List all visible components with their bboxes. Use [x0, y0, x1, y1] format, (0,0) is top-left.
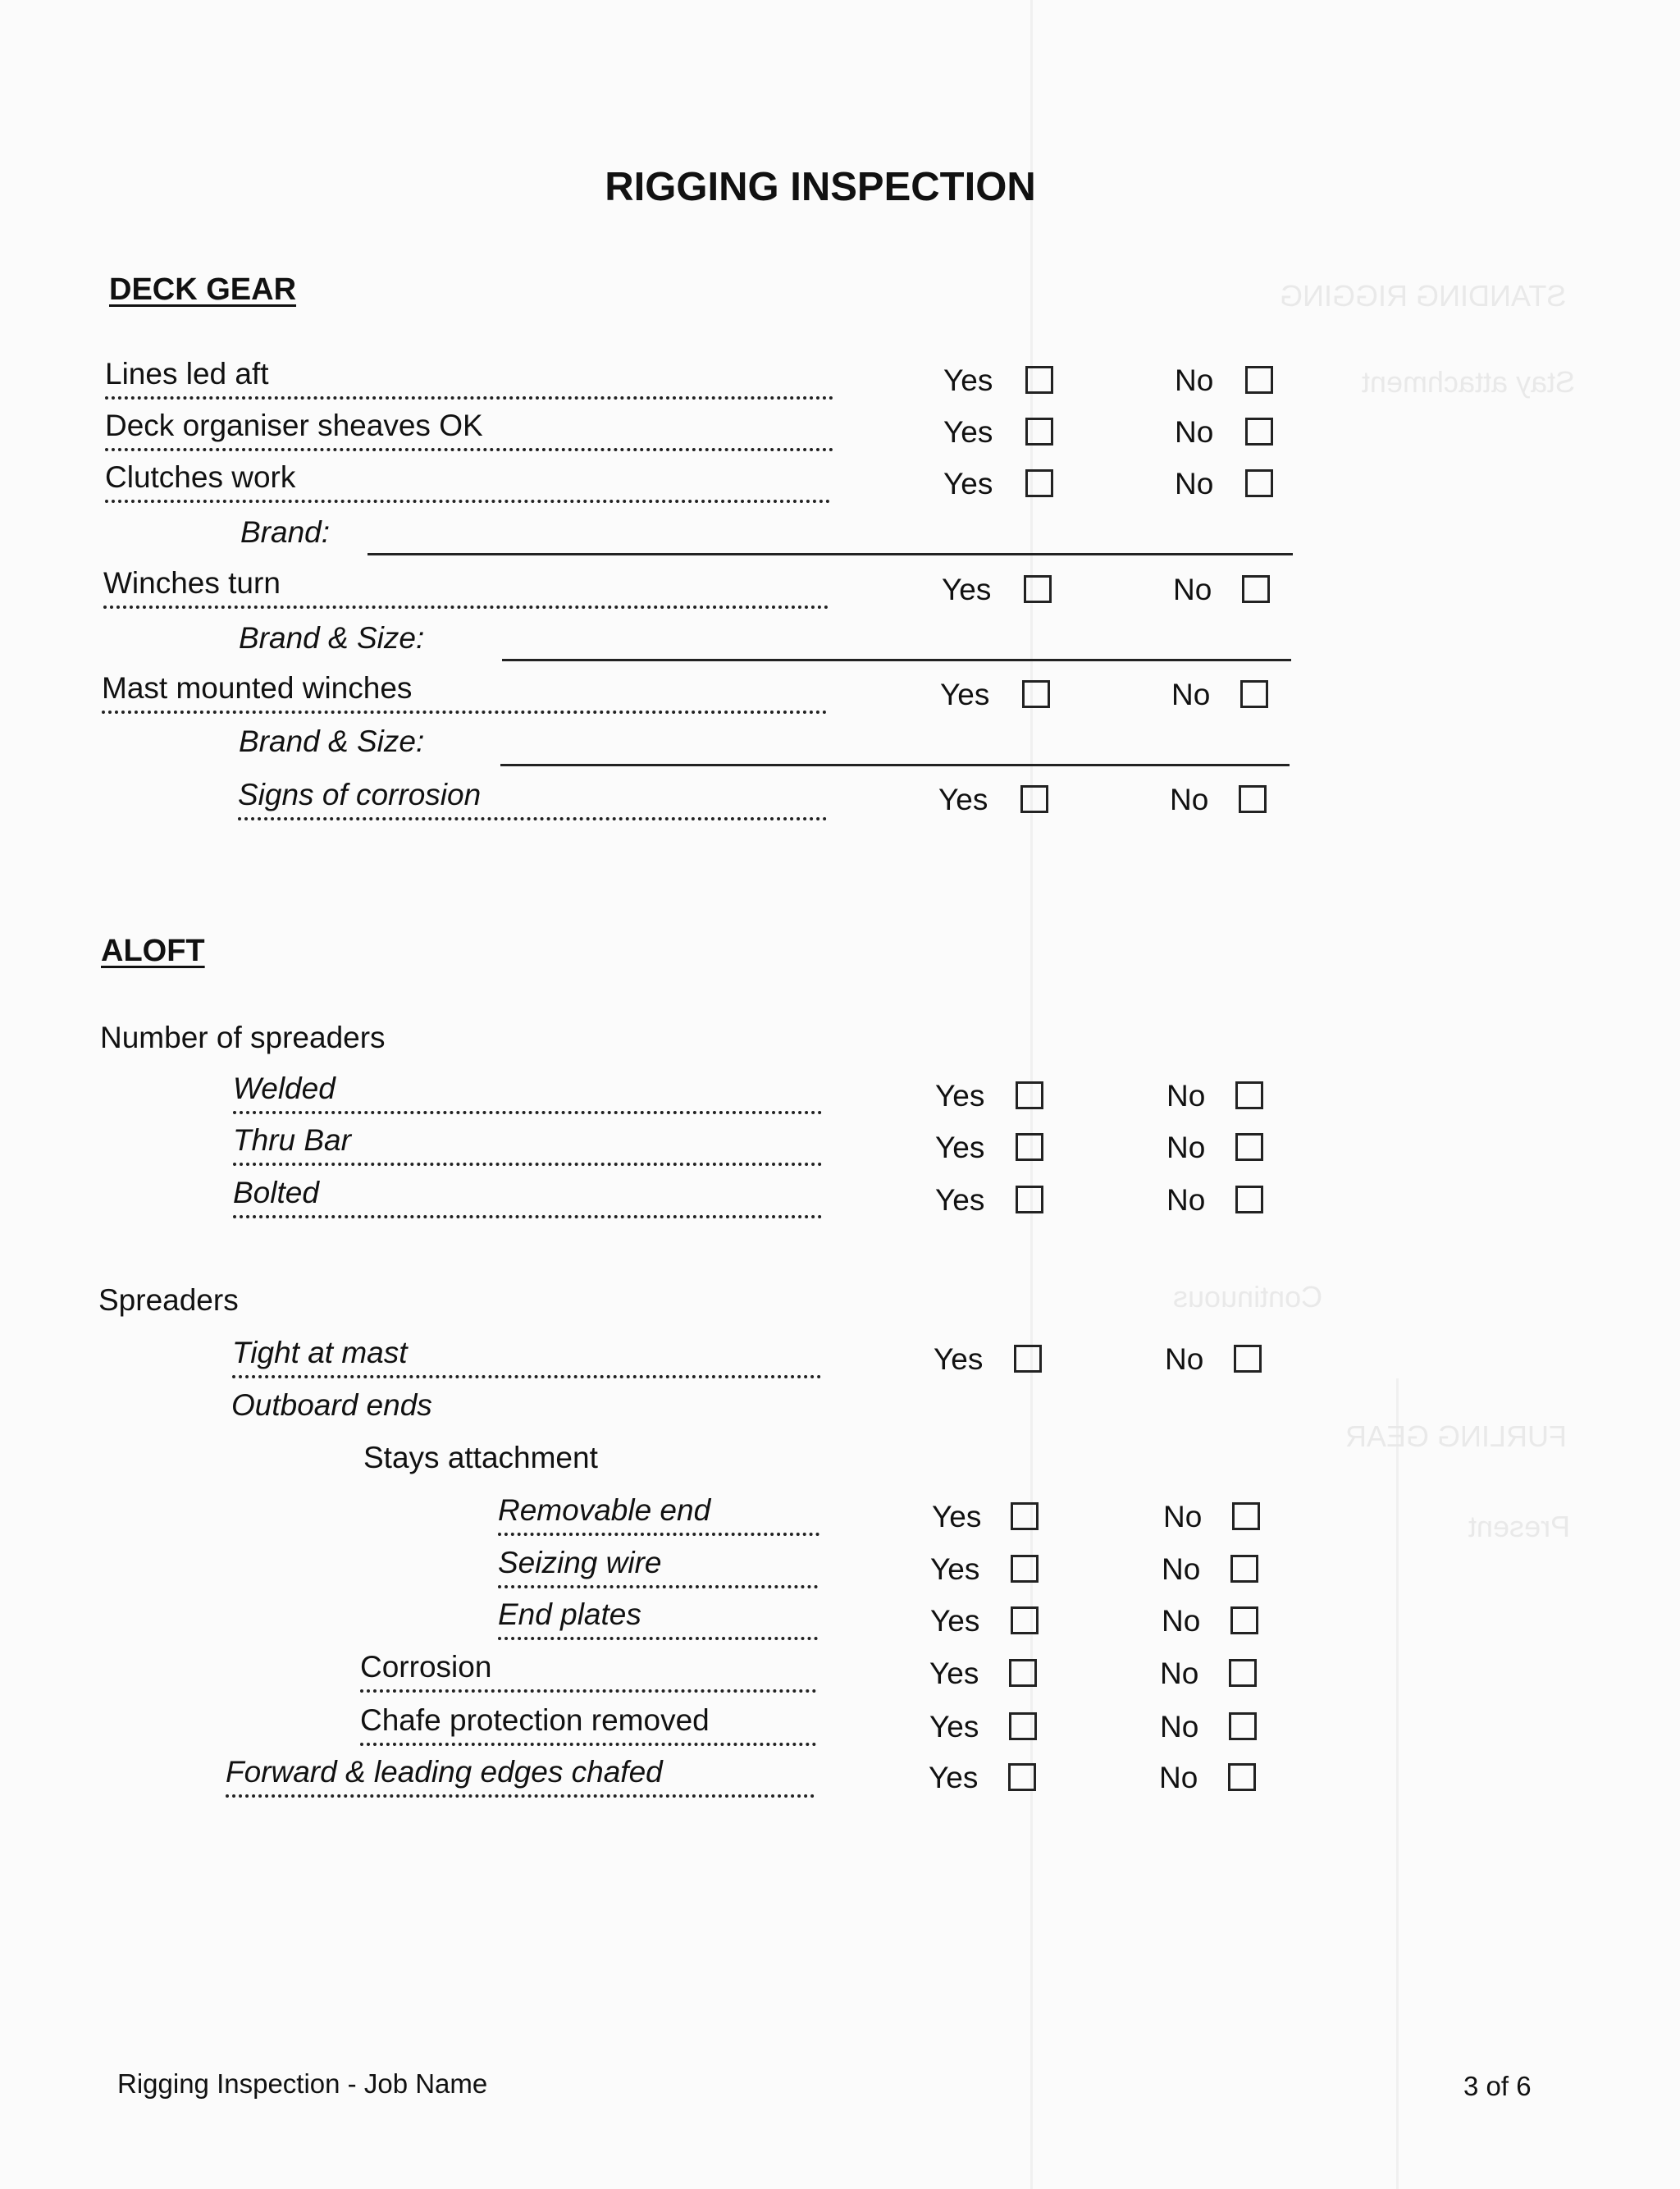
yes-checkbox[interactable]	[1020, 785, 1048, 813]
no-checkbox[interactable]	[1229, 1712, 1257, 1740]
yes-label: Yes	[943, 363, 993, 397]
no-checkbox[interactable]	[1235, 1133, 1263, 1161]
yes-checkbox[interactable]	[1016, 1186, 1043, 1213]
no-label: No	[1171, 678, 1211, 711]
no-label: No	[1166, 1183, 1206, 1217]
yes-label: Yes	[940, 678, 990, 711]
section-aloft: ALOFT	[101, 934, 205, 968]
item-welded: Welded	[233, 1072, 822, 1114]
page-title: RIGGING INSPECTION	[605, 165, 1036, 209]
yes-checkbox[interactable]	[1016, 1081, 1043, 1109]
yes-label: Yes	[930, 1552, 980, 1586]
brand-size-label: Brand & Size:	[239, 621, 425, 655]
no-checkbox[interactable]	[1229, 1659, 1257, 1687]
item-thru-bar: Thru Bar	[233, 1123, 822, 1166]
no-label: No	[1160, 1657, 1199, 1690]
spreaders-label: Spreaders	[98, 1283, 239, 1317]
no-label: No	[1166, 1079, 1206, 1113]
yes-checkbox[interactable]	[1022, 680, 1050, 708]
no-checkbox[interactable]	[1230, 1555, 1258, 1583]
yes-label: Yes	[935, 1079, 985, 1113]
no-checkbox[interactable]	[1230, 1606, 1258, 1634]
section-deck-gear: DECK GEAR	[109, 272, 297, 307]
bleed-through-text: Continuous	[1173, 1280, 1323, 1314]
yes-checkbox[interactable]	[1016, 1133, 1043, 1161]
item-deck-organiser: Deck organiser sheaves OK	[105, 409, 833, 451]
no-label: No	[1162, 1604, 1201, 1638]
outboard-ends-label: Outboard ends	[231, 1388, 432, 1422]
yes-label: Yes	[935, 1131, 985, 1164]
no-label: No	[1170, 783, 1209, 816]
yes-checkbox[interactable]	[1014, 1345, 1042, 1373]
yes-label: Yes	[929, 1761, 979, 1794]
bleed-through-text: Present	[1468, 1510, 1571, 1543]
no-checkbox[interactable]	[1242, 575, 1270, 603]
no-checkbox[interactable]	[1245, 469, 1273, 497]
brand-field[interactable]	[368, 553, 1293, 555]
yes-checkbox[interactable]	[1011, 1606, 1039, 1634]
item-removable-end: Removable end	[498, 1493, 819, 1536]
yes-checkbox[interactable]	[1008, 1763, 1036, 1791]
yes-checkbox[interactable]	[1009, 1712, 1037, 1740]
item-forward-leading-edges: Forward & leading edges chafed	[226, 1755, 815, 1798]
no-label: No	[1175, 415, 1214, 449]
no-label: No	[1175, 363, 1214, 397]
bleed-through-text: Stay attachment	[1362, 365, 1576, 399]
item-tight-at-mast: Tight at mast	[232, 1336, 821, 1378]
number-of-spreaders-label: Number of spreaders	[100, 1021, 386, 1054]
no-label: No	[1175, 467, 1214, 500]
item-clutches-work: Clutches work	[105, 460, 830, 503]
no-checkbox[interactable]	[1234, 1345, 1262, 1373]
item-corrosion: Corrosion	[360, 1650, 816, 1693]
brand-label: Brand:	[240, 515, 331, 549]
item-end-plates: End plates	[498, 1597, 818, 1640]
no-checkbox[interactable]	[1235, 1186, 1263, 1213]
no-checkbox[interactable]	[1239, 785, 1267, 813]
brand-size-field[interactable]	[500, 764, 1290, 766]
item-bolted: Bolted	[233, 1176, 822, 1218]
yes-checkbox[interactable]	[1025, 366, 1053, 394]
footer-job-name: Rigging Inspection - Job Name	[117, 2068, 488, 2099]
no-checkbox[interactable]	[1228, 1763, 1256, 1791]
no-label: No	[1165, 1342, 1204, 1376]
no-label: No	[1160, 1710, 1199, 1743]
brand-size-label: Brand & Size:	[239, 724, 425, 758]
no-checkbox[interactable]	[1245, 418, 1273, 446]
yes-label: Yes	[943, 415, 993, 449]
yes-label: Yes	[942, 573, 992, 606]
bleed-through-text: FURLING GEAR	[1345, 1419, 1568, 1453]
page-fold-line	[1396, 1378, 1399, 2189]
item-chafe-protection: Chafe protection removed	[360, 1703, 816, 1746]
yes-label: Yes	[934, 1342, 984, 1376]
item-winches-turn: Winches turn	[103, 566, 829, 609]
yes-label: Yes	[930, 1604, 980, 1638]
item-seizing-wire: Seizing wire	[498, 1546, 818, 1588]
yes-checkbox[interactable]	[1025, 469, 1053, 497]
yes-checkbox[interactable]	[1011, 1502, 1039, 1530]
item-lines-led-aft: Lines led aft	[105, 357, 833, 400]
no-checkbox[interactable]	[1232, 1502, 1260, 1530]
yes-label: Yes	[932, 1500, 982, 1533]
yes-label: Yes	[929, 1657, 979, 1690]
no-label: No	[1162, 1552, 1201, 1586]
no-label: No	[1166, 1131, 1206, 1164]
brand-size-field[interactable]	[502, 659, 1291, 661]
yes-checkbox[interactable]	[1009, 1659, 1037, 1687]
no-label: No	[1159, 1761, 1198, 1794]
bleed-through-text: STANDING RIGGING	[1280, 279, 1567, 313]
yes-label: Yes	[938, 783, 988, 816]
no-checkbox[interactable]	[1245, 366, 1273, 394]
yes-label: Yes	[935, 1183, 985, 1217]
no-label: No	[1163, 1500, 1203, 1533]
yes-label: Yes	[929, 1710, 979, 1743]
yes-checkbox[interactable]	[1024, 575, 1052, 603]
no-checkbox[interactable]	[1240, 680, 1268, 708]
no-label: No	[1173, 573, 1212, 606]
yes-label: Yes	[943, 467, 993, 500]
no-checkbox[interactable]	[1235, 1081, 1263, 1109]
footer-page-number: 3 of 6	[1463, 2071, 1532, 2101]
stays-attachment-label: Stays attachment	[363, 1441, 598, 1474]
yes-checkbox[interactable]	[1025, 418, 1053, 446]
item-mast-mounted-winches: Mast mounted winches	[102, 671, 827, 714]
item-signs-of-corrosion: Signs of corrosion	[238, 778, 827, 820]
yes-checkbox[interactable]	[1011, 1555, 1039, 1583]
